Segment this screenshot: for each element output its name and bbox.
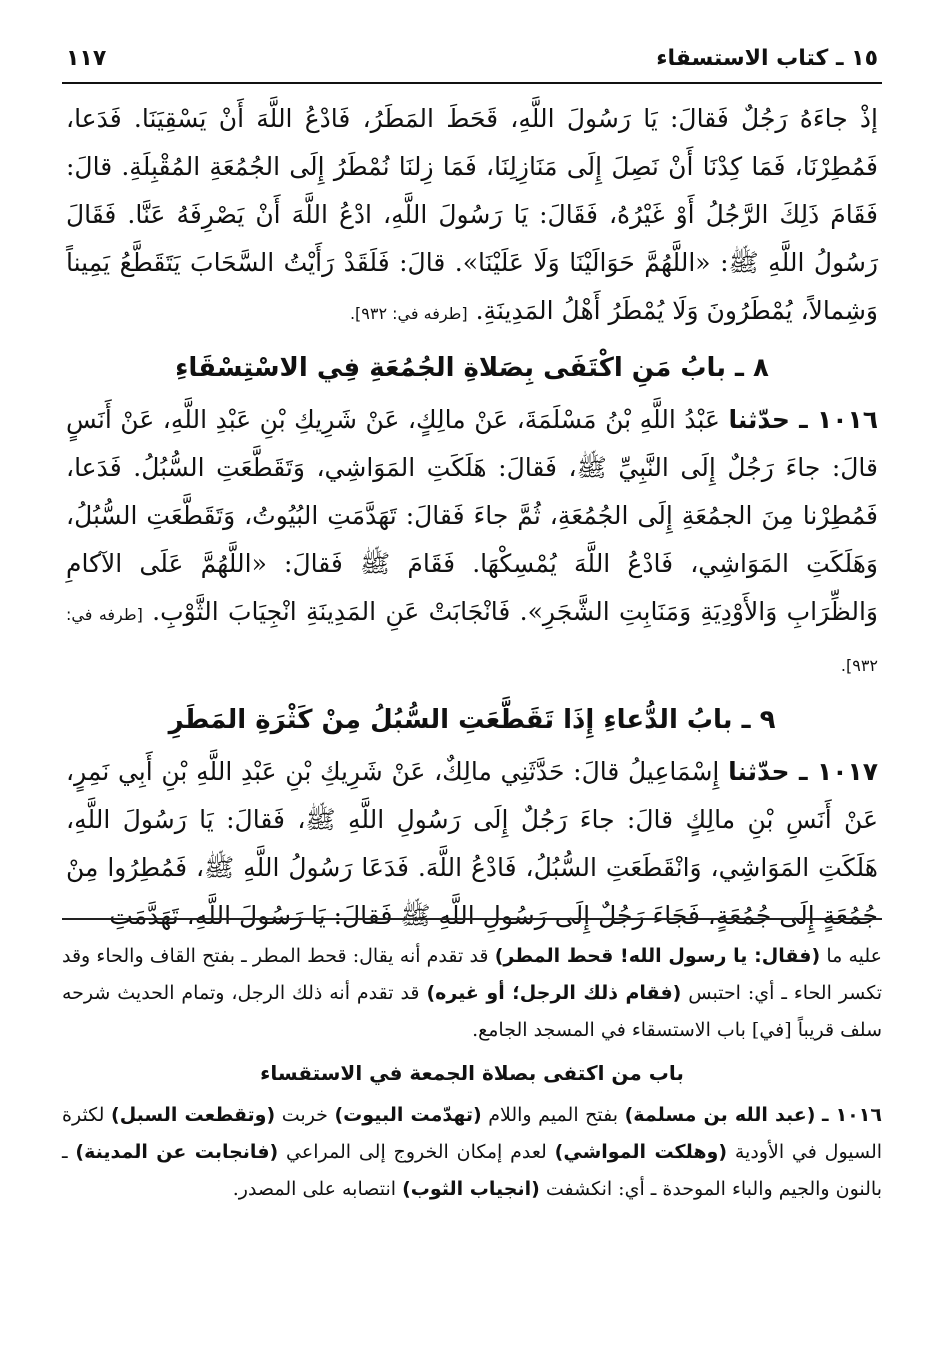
intro-reference: [طرفه في: ٩٣٢]. (349, 304, 468, 323)
note-text: ـ بالنون والجيم والباء الموحدة ـ أي: انكشفت (62, 1141, 882, 1200)
note-text: لعدم إمكان الخروج إلى المراعي (286, 1141, 547, 1163)
intro-text: إذْ جاءَهُ رَجُلٌ فَقالَ: يَا رَسُولَ اللَّهِ، قَحَطَ المَطَرُ، فَادْعُ اللَّهَ أَنْ يَسْقِيَنَا. فَدَعا، فَمُطِرْنَا، فَمَا كِدْنَا أَنْ نَصِلَ إِلَى مَنَازِلِنَا، فَمَا زِلنَا نُمْطَرُ إِلَى الجُمُعَةِ المُقْبِلَةِ. قالَ: فَقَامَ ذَلِكَ الرَّجُلُ أَوْ غَيْرُهُ، فَقَالَ: يَا رَسُولَ اللَّهِ، ادْعُ اللَّهَ أَنْ يَصْرِفَهُ عَنَّا. فَقَالَ رَسُولُ اللَّهِ ﷺ: «اللَّهُمَّ حَوَالَيْنَا وَلَا عَلَيْنَا». قالَ: فَلَقَدْ رَأَيْتُ السَّحَابَ يَتَقَطَّعُ يَمِيناً وَشِمالاً، يُمْطَرُونَ وَلَا يُمْطَرُ أَهْلُ المَدِينَةِ. (66, 104, 878, 325)
note-paragraph-1 (62, 938, 882, 1049)
note-quote: (عبد الله بن مسلمة) (624, 1104, 816, 1126)
note-text: قد تقدم أنه ذلك الرجل، وتمام الحديث شرحه سلف قريباً [في] باب الاستسقاء في المسجد الجامع. (62, 982, 882, 1041)
commentary-notes (62, 938, 882, 1208)
hadith-1016-text: عَبْدُ اللَّهِ بْنُ مَسْلَمَةَ، عَنْ مالِكٍ، عَنْ شَرِيكِ بْنِ عَبْدِ اللَّهِ، عَنْ أَنَسٍ قالَ: جاءَ رَجُلٌ إِلَى النَّبِيِّ ﷺ، فَقالَ: هَلَكَتِ المَوَاشِي، وَتَقَطَّعَتِ السُّبُلُ. فَدَعا، فَمُطِرْنا مِنَ الجمُعَةِ إِلَى الجُمُعَةِ، ثُمَّ جاءَ فَقالَ: تَهَدَّمَتِ البُيُوتُ، وَتَقَطَّعَتِ السُّبُلُ، وَهَلَكَتِ المَوَاشِي، فَادْعُ اللَّهَ يُمْسِكْهَا. فَقَامَ ﷺ فَقالَ: «اللَّهُمَّ عَلَى الآكامِ وَالظِّرَابِ وَالأَوْدِيَةِ وَمَنَابِتِ الشَّجَرِ». فَانْجَابَتْ عَنِ المَدِينَةِ انْجِيَابَ الثَّوْبِ. (66, 405, 878, 626)
hadith-1016 (66, 396, 878, 690)
note-quote: (فانجابت عن المدينة) (75, 1141, 279, 1163)
main-text (66, 95, 878, 940)
note-quote: (فقام ذلك الرجل؛ أو غيره) (426, 982, 682, 1004)
note-quote: (تهدّمت البيوت) (334, 1104, 482, 1126)
section-8-heading: ٨ ـ بابُ مَنِ اكْتَفَى بِصَلاةِ الجُمُعَةِ فِي الاسْتِسْقَاءِ (175, 353, 769, 383)
hadith-1016-reference: [طرفه في: ٩٣٢]. (66, 605, 878, 675)
hadith-1017-text: إِسْمَاعِيلُ قالَ: حَدَّثَنِي مالِكٌ، عَنْ شَرِيكِ بْنِ عَبْدِ اللَّهِ بْنِ أَبِي نَمِرٍ، عَنْ أَنَسِ بْنِ مالِكٍ قالَ: جاءَ رَجُلٌ إِلَى رَسُولِ اللَّهِ ﷺ، فَقالَ: يَا رَسُولَ اللَّهِ، هَلَكَتِ المَوَاشِي، وَانْقَطَعَتِ السُّبُلُ، فَادْعُ اللَّهَ. فَدَعَا رَسُولُ اللَّهِ ﷺ، فَمُطِرُوا مِنْ جُمُعَةٍ إِلَى جُمُعَةٍ، فَجَاءَ رَجُلٌ إِلَى رَسُولِ اللَّهِ ﷺ فَقالَ: يَا رَسُولَ اللَّهِ، تَهَدَّمَتِ (66, 757, 878, 930)
header-rule (62, 82, 882, 84)
chapter-title: ١٥ ـ كتاب الاستسقاء (656, 45, 878, 71)
note-quote: (وهلكت المواشي) (554, 1141, 728, 1163)
page-header (66, 40, 878, 76)
note-text: عليه ما (826, 945, 882, 967)
page-number: ١١٧ (66, 45, 107, 71)
footnote-rule (62, 918, 882, 920)
note-text: خربت (281, 1104, 328, 1126)
note-text: لكثرة السيول في الأودية (62, 1104, 883, 1163)
note-heading: باب من اكتفى بصلاة الجمعة في الاستقساء (260, 1061, 684, 1085)
hadith-1016-number: ١٠١٦ ـ حدّثنا (728, 405, 879, 434)
note-quote: (انجياب الثوب) (402, 1178, 540, 1200)
section-9-heading: ٩ ـ بابُ الدُّعاءِ إِذَا تَقَطَّعَتِ السُّبُلُ مِنْ كَثْرَةِ المَطَرِ (168, 705, 776, 735)
hadith-1017 (66, 748, 878, 940)
intro-paragraph (66, 95, 878, 338)
hadith-1017-number: ١٠١٧ ـ حدّثنا (728, 757, 878, 786)
note-text: انتصابه على المصدر. (232, 1178, 397, 1200)
note-quote: (فقال: يا رسول الله! قحط المطر) (494, 945, 821, 967)
note-paragraph-2 (62, 1097, 882, 1208)
note-number: ١٠١٦ ـ (821, 1104, 882, 1126)
note-quote: (وتقطعت السبل) (111, 1104, 276, 1126)
note-text: بفتح الميم واللام (488, 1104, 619, 1126)
note-text: قد تقدم أنه يقال: قحط المطر ـ بفتح القاف والحاء وقد تكسر الحاء ـ أي: احتبس (62, 945, 883, 1004)
